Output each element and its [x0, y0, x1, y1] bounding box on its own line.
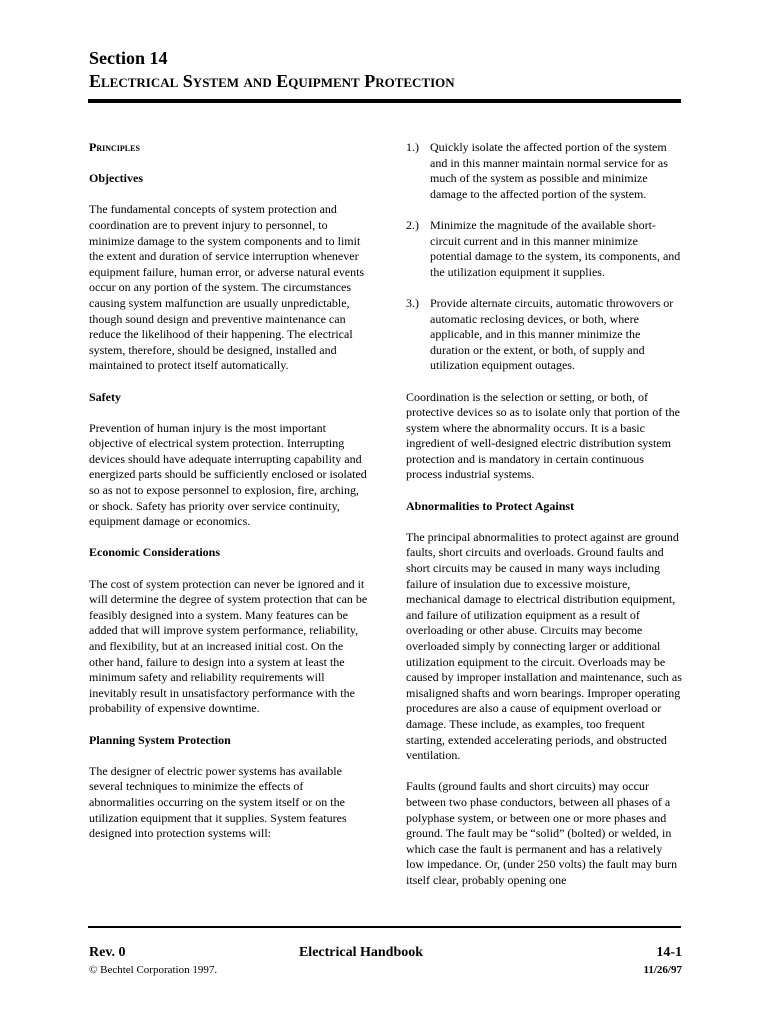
economic-heading: Economic Considerations: [89, 545, 221, 560]
abnormalities-heading: Abnormalities to Protect Against: [406, 498, 575, 513]
list-text: Minimize the magnitude of the available short-circuit current and in this manner minimize potential damage to the system, its components, and the utilization equipment it supplies.: [430, 217, 681, 279]
list-number: 1.): [406, 140, 419, 154]
list-text: Quickly isolate the affected portion of the system and in this manner maintain normal service for as much of the system as possible and minimize damage to the affected portion of the system.: [430, 140, 668, 201]
objectives-paragraph: The fundamental concepts of system protection and coordination are to prevent injury to personnel, to minimize damage to the system components and to limit the extent and duration of service interruption whenever equipment failure, human error, or adverse natural events occur on any portion of the system. The circumstances causing system malfunction are usually unpredictable, though sound design and preventive maintenance can reduce the likelihood of their happening. The electrical system, therefore, should be designed, installed and maintained to protect itself automatically.: [89, 202, 365, 373]
footer-rule: [88, 926, 681, 928]
economic-paragraph: The cost of system protection can never be ignored and it will determine the degree of system protection that can be feasibly designed into a system. Many features can be added that will improve system performance, reliability, and flexibility, but at an increased initial cost. On the other hand, failure to design into a system at least the minimum safety and reliability requirements will inevitably result in unsatisfactory performance with the probability of expensive downtime.: [89, 576, 368, 716]
planning-paragraph: The designer of electric power systems has available several techniques to minimize the effects of abnormalities occurring on the system itself or on the utilization equipment that it supplies. System features designed into protection systems will:: [89, 763, 347, 841]
revision-date: 11/26/97: [643, 964, 682, 976]
revision-label: Rev. 0: [89, 945, 126, 960]
list-item: [406, 140, 682, 202]
copyright-notice: © Bechtel Corporation 1997.: [89, 964, 218, 976]
section-number: Section 14: [89, 48, 168, 68]
abnormalities-paragraph: The principal abnormalities to protect against are ground faults, short circuits and overloads. Ground faults and short circuits may be caused in many ways including failure of insulation due to excessive moisture, mechanical damage to electrical distribution equipment, and failure of utilization equipment as a result of overloading or other abuse. Circuits may become overloaded simply by connecting larger or additional utilization equipment to the circuit. Overloads may be caused by improper installation and maintenance, such as misaligned shafts and worn bearings. Improper operating procedures are also a cause of equipment overload or damage. These include, as examples, too frequent starting, extended accelerating periods, and obstructed ventilation.: [406, 529, 682, 763]
planning-heading: Planning System Protection: [89, 732, 231, 747]
faults-paragraph: Faults (ground faults and short circuits) may occur between two phase conductors, between all phases of a polyphase system, or between one or more phases and ground. The fault may be “solid” (bolted) or welded, in which case the fault is permanent and has a relatively low impedance. Or, (under 250 volts) the fault may burn itself clear, probably opening one: [406, 779, 678, 887]
list-number: 2.): [406, 217, 419, 232]
list-text: Provide alternate circuits, automatic throwovers or automatic reclosing devices, or both, where applicable, and in this manner minimize the duration or the extent, or both, of supply and utilization equipment outages.: [430, 295, 674, 373]
list-item: [406, 218, 682, 280]
right-column: [406, 140, 682, 904]
header-rule: [88, 99, 681, 103]
principles-heading: Principles: [89, 140, 140, 154]
safety-heading: Safety: [89, 389, 121, 404]
coordination-paragraph: Coordination is the selection or setting, or both, of protective devices so as to isolate only that portion of the system where the abnormality occurs. It is a basic ingredient of well-designed electric distribution system protection and is mandatory in certain continuous process industrial systems.: [406, 389, 680, 482]
left-column: [89, 140, 369, 857]
handbook-title: Electrical Handbook: [298, 945, 424, 960]
list-number: 3.): [406, 295, 419, 310]
safety-paragraph: Prevention of human injury is the most important objective of electrical system protection. Interrupting devices should have adequate interrupting capability and energized parts should be sufficiently enclosed or isolated so as not to expose personnel to explosion, fire, arching, or shock. Safety has priority over service continuity, equipment damage or economics.: [89, 420, 367, 529]
section-title: Electrical System and Equipment Protection: [89, 71, 455, 91]
page-number: 14-1: [656, 945, 682, 960]
list-item: [406, 296, 682, 374]
objectives-heading: Objectives: [89, 171, 143, 186]
